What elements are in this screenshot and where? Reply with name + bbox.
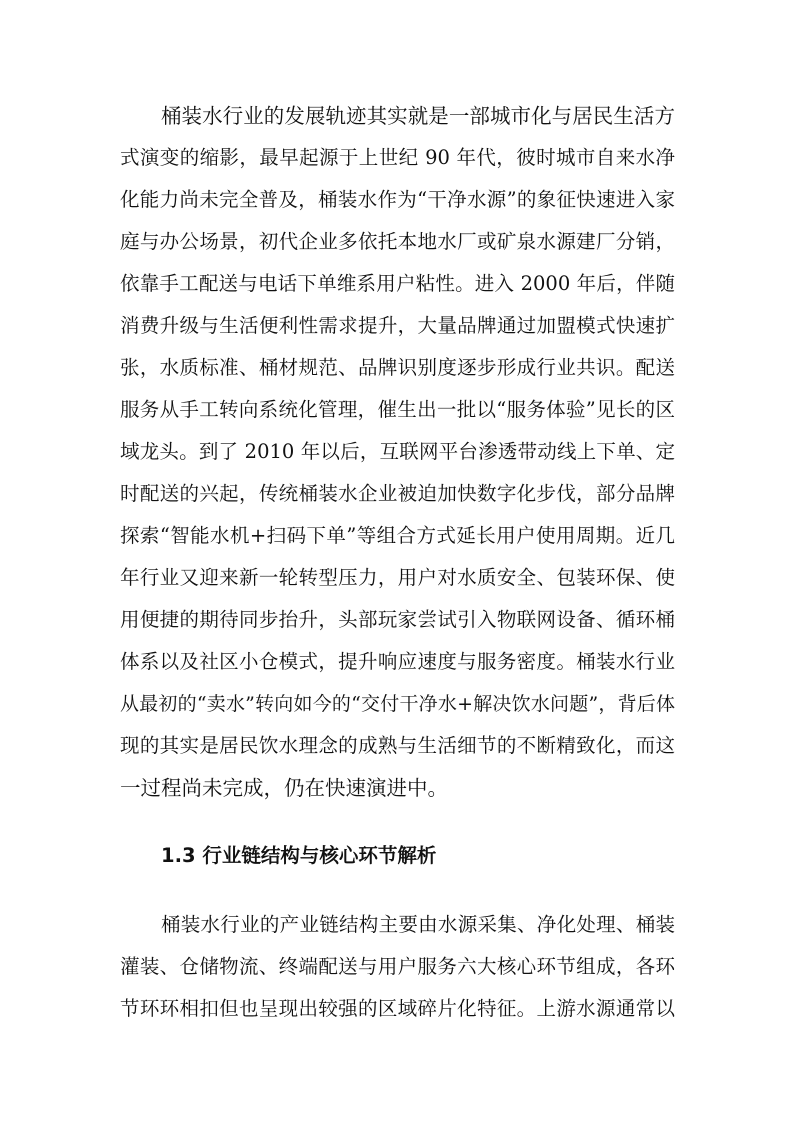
paragraph-line: 现的其实是居民饮水理念的成熟与生活细节的不断精致化，而这 [120,734,675,757]
paragraph-line: 桶装水行业的产业链结构主要由水源采集、净化处理、桶装 [161,913,675,936]
paragraph-line: 时配送的兴起，传统桶装水企业被迫加快数字化步伐，部分品牌 [120,482,675,505]
paragraph-line: 域龙头。到了 2010 年以后，互联网平台渗透带动线上下单、定 [120,440,675,463]
paragraph-line: 张，水质标准、桶材规范、品牌识别度逐步形成行业共识。配送 [120,356,675,379]
paragraph-line: 消费升级与生活便利性需求提升，大量品牌通过加盟模式快速扩 [120,314,675,337]
paragraph-line: 体系以及社区小仓模式，提升响应速度与服务密度。桶装水行业 [120,650,675,673]
paragraph-line: 化能力尚未完全普及，桶装水作为“干净水源”的象征快速进入家 [120,188,675,211]
paragraph-line: 用便捷的期待同步抬升，头部玩家尝试引入物联网设备、循环桶 [120,608,675,631]
paragraph-line: 桶装水行业的发展轨迹其实就是一部城市化与居民生活方 [161,104,675,128]
paragraph-line: 庭与办公场景，初代企业多依托本地水厂或矿泉水源建厂分销， [120,230,675,253]
paragraph-line: 探索“智能水机+扫码下单”等组合方式延长用户使用周期。近几 [120,524,675,547]
paragraph-line: 节环环相扣但也呈现出较强的区域碎片化特征。上游水源通常以 [120,997,675,1020]
paragraph-line: 年行业又迎来新一轮转型压力，用户对水质安全、包装环保、使 [120,566,675,589]
paragraph-line: 灌装、仓储物流、终端配送与用户服务六大核心环节组成，各环 [120,955,675,978]
paragraph-line: 服务从手工转向系统化管理，催生出一批以“服务体验”见长的区 [120,398,675,421]
paragraph-line: 依靠手工配送与电话下单维系用户粘性。进入 2000 年后，伴随 [120,272,675,295]
section-heading: 1.3 行业链结构与核心环节解析 [161,844,437,867]
paragraph-line: 式演变的缩影，最早起源于上世纪 90 年代，彼时城市自来水净 [120,146,675,169]
paragraph-line: 从最初的“卖水”转向如今的“交付干净水+解决饮水问题”，背后体 [120,693,675,715]
paragraph-line: 一过程尚未完成，仍在快速演进中。 [120,776,448,800]
